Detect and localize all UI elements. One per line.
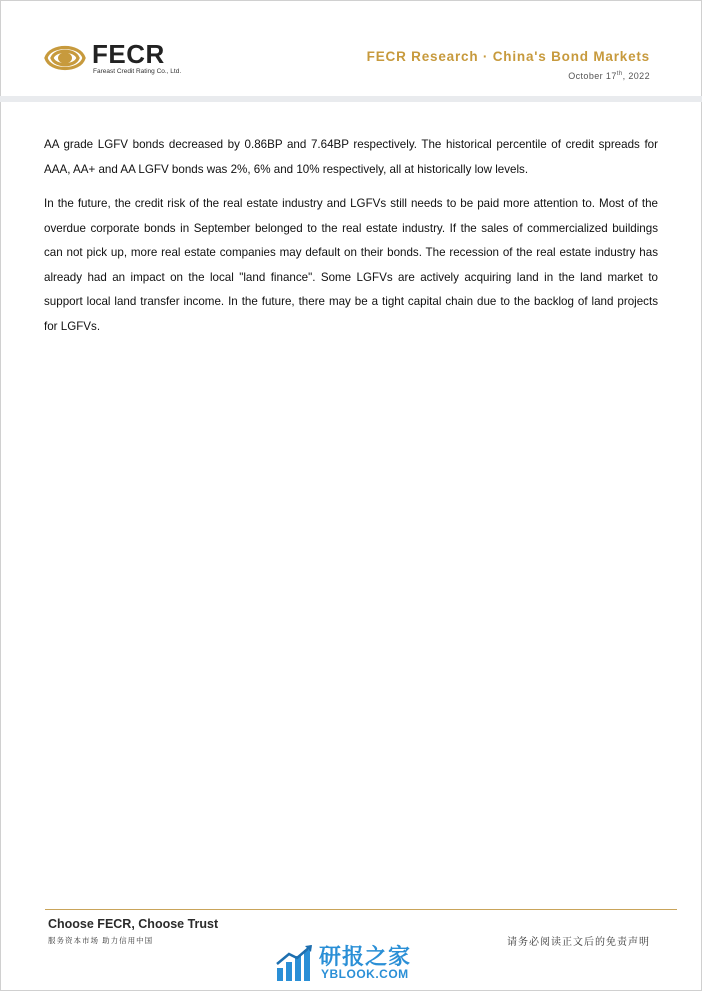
footer-disclaimer: 请务必阅读正文后的免责声明 xyxy=(507,937,650,948)
fecr-logo xyxy=(42,38,192,82)
body-content xyxy=(44,133,658,349)
report-date xyxy=(568,71,650,81)
date-month-day: October 17 xyxy=(568,71,617,81)
yblook-watermark xyxy=(275,940,435,985)
footer-slogan-chinese: 服务资本市场 助力信用中国 xyxy=(48,936,154,945)
logo-subtitle: Fareast Credit Rating Co., Ltd. xyxy=(93,68,182,75)
paragraph-credit-risk-outlook: In the future, the credit risk of the real estate industry and LGFVs still needs to be paid more attention to. Most of the overdue corporate bonds in September belonged to the real estate industry. If the sales of commercialized buildings can not pick up, more real estate companies may default on their bonds. The recession of the real estate industry has already had an impact on the local "land finance". Some LGFVs are actively acquiring land in the land market to support local land transfer income. In the future, there may be a tight capital chain due to the backlog of land projects for LGFVs. xyxy=(44,197,658,333)
logo-wordmark: FECR xyxy=(92,39,165,69)
header-divider xyxy=(0,96,702,102)
page-header xyxy=(0,0,702,104)
footer-divider xyxy=(45,909,677,910)
watermark-chinese: 研报之家 xyxy=(319,944,412,969)
paragraph-credit-spreads: AA grade LGFV bonds decreased by 0.86BP and 7.64BP respectively. The historical percentile of credit spreads for AAA, AA+ and AA LGFV bonds was 2%, 6% and 10% respectively, all at historically low levels. xyxy=(44,138,658,176)
bar-chart-icon xyxy=(275,944,315,982)
date-year: , 2022 xyxy=(622,71,650,81)
watermark-url: YBLOOK.COM xyxy=(321,967,409,981)
date-ordinal: th xyxy=(616,71,623,77)
fecr-logo-mark-icon xyxy=(42,38,88,78)
footer-slogan: Choose FECR, Choose Trust xyxy=(48,917,219,931)
report-title: FECR Research · China's Bond Markets xyxy=(366,49,650,64)
